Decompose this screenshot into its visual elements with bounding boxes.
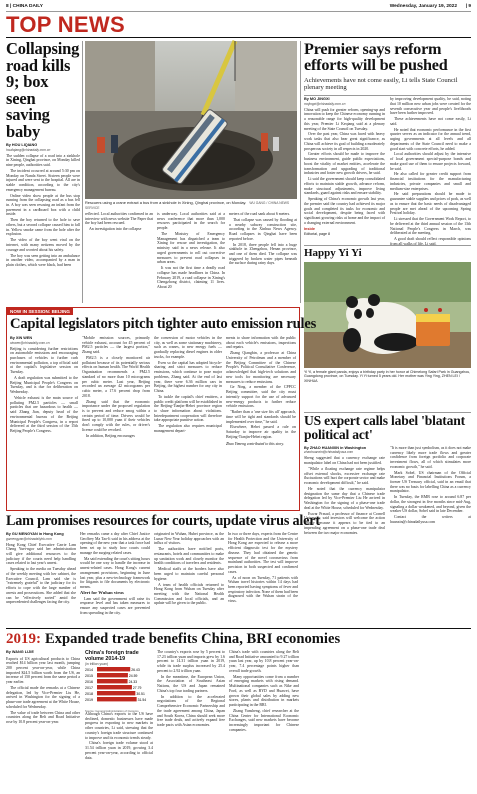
- bri-year: 2019:: [6, 631, 41, 647]
- collapse-email: houliqiang@chinadaily.com.cn: [6, 147, 51, 152]
- chart-category-label: 2019: [85, 698, 93, 702]
- chart-plot: [85, 666, 153, 704]
- body-paragraph: A draft regulation was submitted to the Beijing Municipal People's Congress on Tuesday, and is due for deliberation on Wednesday.: [10, 376, 78, 395]
- lam-col2: [80, 532, 150, 616]
- photo-credit: WU GANG / CHINA NEWS SERVICE: [85, 201, 290, 210]
- chart-bar: [97, 679, 128, 683]
- chart-bar: [97, 667, 130, 671]
- body-paragraph: As of noon on Tuesday, 71 patients with Wuhan travel histories within 14 days had been reported having symptoms of fever and respiratory infection. None of them had been diagnosed with the Wuhan strain of the virus.: [228, 575, 298, 604]
- collapse-story: [6, 41, 80, 305]
- capital-headline: Capital legislators pitch tighter auto emission rules: [10, 316, 317, 332]
- capital-tag: NOW IN SESSION: BEIJING: [7, 308, 73, 315]
- chart-bar: [97, 697, 137, 701]
- us-expert-headline: US expert calls label 'blatant political act': [304, 413, 465, 443]
- body-paragraph: The value of trade between China and other countries along the Belt and Road Initiative rose by 10.8 percent year-on-year.: [6, 710, 80, 725]
- body-paragraph: The incident occurred at around 5:30 pm on Monday on Nanda Street. Sixteen people were injured and were sent to the hospital. All are in stable condition, according to the city's emergency management bureau.: [6, 168, 80, 192]
- body-paragraph: by improving development quality, he said, noting that 10 million new urban jobs were created for the seventh consecutive year and people's livelihoods have been further improved.: [390, 97, 471, 116]
- section-title: TOP NEWS: [6, 12, 125, 37]
- chart-value-label: 27.79: [132, 685, 142, 690]
- col-divider: [300, 41, 301, 303]
- chart-bar: [97, 673, 128, 677]
- capital-col1: [10, 336, 78, 508]
- premier-headline: Premier says reform efforts will be pushed: [304, 40, 448, 75]
- body-paragraph: An investigation into the collapse: [89, 227, 142, 232]
- premier-inside-text: Editorial, page 8: [304, 231, 330, 236]
- us-expert-story: [304, 414, 471, 621]
- body-paragraph: Greater efforts should be made to improve the business environment, guide public expectations, boost the vitality of market entities, accelerate the transformation and upgrading of traditional industries and foster new growth drivers, he said.: [304, 152, 385, 176]
- body-paragraph: The authorities have notified ports, restaurants, hotels and communities to make up sanitation work and closely monitor the health conditions of travelers and residents.: [154, 547, 224, 566]
- body-paragraph: He also called for greater credit support from financial institutions for the manufacturing industries, private companies and small and medium-size enterprises.: [390, 172, 471, 191]
- collapse-byline: By HOU LIQIANG: [6, 143, 38, 147]
- body-paragraph: The official made the remarks at a Chinese delegation, led by Vice-Premier Liu He, arrived in Washington for the signing of a phase-one trade agreement at the White House, scheduled for Wednesday.: [6, 686, 80, 709]
- panda-photo-graphic: [304, 262, 471, 368]
- body-paragraph: The boy was seen getting into an ambulance in another video, accompanied by a man in plain clothes, which were black, had been: [6, 253, 80, 267]
- us-col2: [390, 446, 471, 535]
- photo-caption-text: Rescuers using a crane extract a bus from a sinkhole in Xining, Qinghai province, on Monday.: [85, 200, 247, 205]
- subhead: Alert for Wuhan virus: [80, 589, 124, 595]
- lam-col1: [6, 532, 76, 616]
- body-paragraph: Medical staffs at the borders have also been urged to maintain careful personal hygiene.: [154, 567, 224, 581]
- lam-col4: [228, 532, 298, 616]
- chart-bar: [97, 685, 132, 689]
- bri-headline-row: [6, 630, 340, 648]
- sinkhole-photo: [85, 41, 297, 199]
- body-paragraph: meters of the road sank about 6 meters.: [229, 212, 291, 216]
- capital-byline: By XIN WEN: [10, 336, 33, 340]
- lam-story: [6, 513, 320, 626]
- bri-col2: [85, 712, 153, 792]
- us-byline: By ZHAO HUANXIN in Washington: [304, 445, 367, 450]
- body-paragraph: Vehicle exhaust is the main source of polluting PM2.5 particles — small particles that are hazardous to health — said Zhang Jian, deputy head of the environmental bureau of the Beijing Municipal People's Congress, in a report delivered at the third session of the 15th Beijing People's Congress.: [10, 396, 78, 433]
- body-paragraph: Li stressed that the Government Work Report, to be delivered at the third annual session of the 13th National People's Congress in March, was deliberated at the meeting.: [390, 217, 471, 236]
- chart-value-label: 24.59: [128, 673, 138, 678]
- capital-box: [6, 307, 317, 511]
- collapse-body: [6, 154, 80, 268]
- capital-col4: [226, 336, 296, 508]
- chart-ylabel: (in trillion yuan): [85, 662, 108, 666]
- body-paragraph: It was not the first time a deadly road collapse has made headlines in China. In February 2019, a road collapse in Xining's Chengzhong district, claiming 11 lives. About 20: [157, 266, 225, 289]
- section-rule: [6, 37, 471, 38]
- body-paragraph: The Ministry of Emergency Management has dispatched a team to Xining for rescue and investigation, the ministry said in a news release. It also urged governments to roll out corrective measures to prevent road collapses in urban areas.: [157, 232, 225, 265]
- body-paragraph: Contact the writers at huanxin@chinadailyusa.com: [390, 515, 471, 524]
- capital-contrib: Zhao Yimeng contributed to this story.: [226, 441, 284, 446]
- body-paragraph: Hong Kong Chief Executive Carrie Lam Cheng Yuet-ngor said her administration will give additional resources to the judiciary if the courts need help handling cases related to last year's unrest.: [6, 542, 76, 566]
- premier-story: [304, 40, 471, 246]
- body-paragraph: Speaking to the media on Tuesday ahead of the weekly meeting with her cabinet, the Executive Council, Lam said she is "extremely grateful" to the judiciary for its efforts to cope with the large number of arrests and prosecutions. She added that she can be "effectively sorted" amid the unprecedented challenges facing the city.: [6, 567, 76, 605]
- collapse-headline: Collapsing road kills 9; box seen saving baby: [6, 39, 80, 141]
- bri-rule: [6, 628, 471, 629]
- body-paragraph: Speaking of China's economic growth last year, the premier said the country had achieved its major goals and completed its tasks for economic and social development, despite being faced with significant growing risks at home and the impact of a changing external environment.: [304, 197, 385, 225]
- body-paragraph: Zhang said that the economic importance under the proposed regulation is to prevent and reduce smog within a certain period of time. Drivers would be fined up to 10,000 yuan if their vehicles don't comply with the rules, or driver's license could be revoked.: [82, 399, 150, 432]
- body-paragraph: Lam said the government will raise its response level and has taken measures to ensure any suspected cases are prevented from spreading in the city.: [80, 596, 150, 615]
- collapse-cont-col3: [229, 212, 297, 305]
- chart-category-label: 2018: [85, 692, 93, 696]
- premier-rule: [304, 95, 471, 96]
- premier-subhead: Achievements have not come easily, Li tells State Council plenary meeting: [304, 76, 458, 92]
- body-paragraph: A team of health officials returned to Hong Kong from Wuhan on Tuesday after meeting with the National Health Commission and local officials, and an update will be given to the public.: [154, 582, 224, 606]
- bri-byline: By WANG LIJIE: [6, 650, 34, 654]
- premier-inside-label: Inside: [304, 227, 315, 232]
- body-paragraph: China will push for greater reform, opening-up and innovation to keep the Chinese economy running in a reasonable range for high-quality development this year, Premier Li Keqiang said at a plenary meeting of the State Council on Tuesday.: [304, 107, 385, 131]
- body-paragraph: The regulation also requires municipal management depart-: [154, 424, 222, 433]
- issue-date: Wednesday, January 19, 2022: [389, 4, 457, 9]
- bri-col1: [6, 650, 80, 792]
- body-paragraph: Ge Ning, a member of the CPPCC Beijing committee, said the city must intensify support for the use of advanced new-energy products to further reduce vehicle emissions.: [226, 385, 296, 409]
- premier-byline: By MO JINGXI: [304, 97, 330, 102]
- sinkhole-photo-graphic: [85, 41, 297, 199]
- collapse-cont-col2: [157, 212, 225, 305]
- body-paragraph: "It is more than just symbolism, as it does not make currency likely more trade flows and greater confidence from foreign portfolio and corporate investment flows, all of which stimulates more economic growth," he said.: [390, 445, 471, 469]
- body-paragraph: China's foreign trade volume stood at 31.54 trillion yuan in 2019, growing 3.4 percent year-on-year, according to official data.: [85, 741, 153, 760]
- body-paragraph: China's trade with countries along the Belt and Road Initiative amounted to 9.27 trillion yuan last year, up by 10.8 percent year-on-year, 7.4 percentage points higher than overall trade growth.: [229, 650, 299, 673]
- body-paragraph: Eswar Prasad, a professor of finance at Cornell University, said investors will welcome the action largely because it appears to be tied to an impending agreement on a phase-one trade deal between the two major economies.: [304, 511, 385, 535]
- body-paragraph: The video of the boy went viral on the internet, with many netizens moved by the courage and worried about his safety.: [6, 238, 80, 252]
- panda-photo: [304, 262, 471, 368]
- body-paragraph: Sheng suggested that a currency exchange rate manipulator label on China had not been justified.: [304, 456, 385, 466]
- premier-col1: [304, 97, 385, 246]
- body-paragraph: ments to share information with the public about each vehicle's emissions, inspections and repairs.: [226, 336, 296, 350]
- collapse-cont-col1: [85, 212, 153, 305]
- happy-title: Happy Yi Yi: [304, 247, 362, 259]
- body-paragraph: Zhang Qiangbin, a professor at China University of Petroleum and a member of the Beijing Committee of the Chinese People's Political Consultative Conference, acknowledged that high-tech solutions and new tools for monitoring are necessary measures to reduce emissions.: [226, 351, 296, 384]
- bri-col4: [229, 650, 299, 792]
- lam-email: gumengyan@chinadailyhk.com: [6, 536, 52, 541]
- chart-title: China's foreign trade volume 2014-19: [85, 650, 139, 662]
- chart-value-label: 30.51: [136, 691, 145, 696]
- body-paragraph: In addition to the accelerated negotiations of the Regional Comprehensive Economic Partnership and the trade agreement among China, Japan and South Korea, China should seek more free trade deals, and actively expand free trade pacts with Asian economies.: [157, 694, 225, 727]
- body-paragraph: Even so the capital has adopted bicycle-sharing and strict measures to reduce emissions, which continue to pose major problems, Zhang said. At the end of last year, there were 6.36 million cars in Beijing, the highest number for any city in China.: [154, 360, 222, 393]
- body-paragraph: The country's exports rose by 5 percent to 17.23 trillion yuan and imports grew by 1.6 percent to 14.31 trillion yuan in 2019, while its trade surplus increased by 25.4 percent to 2.92 trillion yuan.: [157, 650, 225, 673]
- lam-headline: Lam promises resources for courts, update virus alert: [6, 513, 320, 529]
- chart-value-label: 26.43: [131, 667, 140, 672]
- body-paragraph: "Mobile emission sources, primarily vehicle exhaust, account for 45 percent of PM2.5 particles — the largest portion," Zhang said.: [82, 336, 150, 355]
- body-paragraph: In the meantime, the European Union, the Association of Southeast Asian Nations, the US and Japan remained China's top four trading partners.: [157, 674, 225, 693]
- chart-category-label: 2015: [85, 674, 93, 678]
- body-paragraph: He noted that economic performance in the first quarter serves as an indicator for the annual trend, urging governments at all levels and all departments of the State Council need to make a good start with concrete efforts, he added.: [390, 127, 471, 151]
- body-paragraph: In Tuesday, the RMB rose to around 6.87 per dollar, the strongest in five months since mid-Aug, signaling a dollar weakened, and beyond, given the weaker US dollar, Sobel said in late December.: [390, 495, 471, 514]
- lam-col3: [154, 532, 224, 616]
- col-divider: [82, 41, 83, 303]
- body-paragraph: the conversion of motor vehicles in the city, as well as some stationary machinery, such as cranes, to new energy fuels — gradually replacing diesel engines in older trucks, for example.: [154, 336, 222, 359]
- trade-chart: [85, 650, 153, 713]
- happy-caption: Yi Yi, a female giant panda, enjoys a birthday party in her honor at Chimelong Safari Park in Guangzhou, Guangdong province, on Tuesday. Yi Yi turned 5 years old. Her mother was Ying Ying, ZHEN LEI / XINHUA: [304, 370, 471, 383]
- chart-category-label: 2016: [85, 680, 93, 684]
- chart-bar: [97, 691, 135, 695]
- us-email: zhaohuanxin@chinadailyusa.com: [304, 450, 354, 455]
- body-paragraph: In two or three days, experts from the Centre for Health Protection and the University of Hong Kong are expected to release a more efficient diagnostic test for the mystery disease. They had obtained the genetic sequence of the novel coronavirus from mainland authorities. The test will improve precision in both suspected and confirmed cases.: [228, 532, 298, 574]
- chart-category-label: 2017: [85, 686, 93, 690]
- chart-source: Source: General Administration of Customs: [85, 709, 139, 713]
- body-paragraph: Many opportunities come from a number of emerging markets with rising demand. Multinational companies such as Nike and Ford, as well as BYD and Huawei, have grown their global sales by adding new stores, plants and distribution in markets participating in the BRI.: [229, 674, 299, 707]
- body-paragraph: He noted that the currency manipulator designation the same day that a Chinese trade delegation led by Vice-Premier Liu He arrived in Washington for the signing of a phase-one trade deal at the White House, scheduled for Wednesday.: [304, 487, 385, 510]
- page-label: 8 | CHINA DAILY: [6, 4, 43, 9]
- body-paragraph: PM2.5 is a closely monitored air pollutant because of its potentially serious effects on human health. The World Health Organization recommends a PM2.5 standard of no more than 10 micrograms per cubic meter. Last year, Beijing recorded an average 42 micrograms per cubic meter, a 17.6 percent drop from 2018.: [82, 356, 150, 398]
- premier-email: mojingxi@chinadaily.com.cn: [304, 101, 346, 106]
- body-paragraph: A good draft should reflect responsible opinions from all walks of life, Li said.: [390, 237, 471, 246]
- chart-value-label: 31.54: [137, 697, 147, 702]
- bri-headline: Expanded trade benefits China, BRI economies: [45, 631, 341, 647]
- body-paragraph: Ma said extending the court's sitting hours would be one way to handle the increase in unrest-related cases. Hong Kong's current arrangement provisions, beginning in June last year, plus a new-technology framework for litigants to file documents by electronic means.: [80, 556, 150, 589]
- page-number: | 9: [465, 4, 471, 9]
- body-paragraph: Her remarks came a day after Chief Justice Geoffrey Ma Tao-li said in his address at the opening of the new year that a task force had been set up to study how courts could manage the surging related cases.: [80, 532, 150, 555]
- body-paragraph: Beijing is considering further restrictions on automobile emissions and encouraging purchases of vehicles to further curb environmental pollution, a top official said at the capital's legislative session on Tuesday.: [10, 346, 78, 375]
- body-paragraph: "Rather than a 'one size fits all' approach, time will be tight and standards should be implemented over time," he said.: [226, 410, 296, 424]
- body-paragraph: reflected. Local authorities confirmed in an interview with news website The Paper that the boy had been rescued.: [85, 212, 153, 226]
- body-paragraph: originated in Wuhan, Hubei province, as the Lunar New Year holiday approaches with an influx of visitors.: [154, 532, 224, 546]
- happy-rule: [304, 245, 471, 246]
- body-paragraph: These achievements have not come easily, Li said.: [390, 117, 471, 126]
- body-paragraph: Elsewhere, Hebei passed a rule on Saturday to improve air quality in the Beijing-Tianjin-Hebei region.: [226, 425, 296, 439]
- body-paragraph: Then the boy returned to the hole to save others, but a second collapse caused him to fall in. Yellow smoke came from the hole after the explosion.: [6, 218, 80, 237]
- chart-category-label: 2014: [85, 668, 93, 672]
- body-paragraph: Mark Sobel, US chairman of the Official Monetary and Financial Institutions Forum, a former US Treasury official, said in an email that there was no basis for labelling China as a currency manipulator.: [390, 470, 471, 494]
- body-paragraph: Over the past year, China was faced with heavy work tasks that also bear great significance, as China will achieve its goal of building a moderately prosperous society in all respects in 2020.: [304, 132, 385, 151]
- body-paragraph: Exports of US agricultural products to China reached $14 billion year last month, jumping 200 percent year-on-year, while China imported $24.5 billion worth from the US, an increase of 150 percent from the same period a year earlier.: [6, 656, 80, 685]
- body-paragraph: Li said the government should keep consolidated efforts to maintain stable growth, advance reform, make structural adjustments, improve living standards, guard against risks and ensure stability.: [304, 177, 385, 196]
- body-paragraph: Although China's exports to the US have declined, domestic businesses have made progress in exporting to new markets in other countries, Li said, stressing that the country's foreign trade structure continued to improve and its economic trends steady.: [85, 712, 153, 740]
- photo-caption: [85, 201, 297, 210]
- body-paragraph: The sudden collapse of a road into a sinkhole in Xining, Qinghai province, on Monday killed nine people, authorities said.: [6, 153, 80, 167]
- lam-byline: By GU MENGYAN in Hong Kong: [6, 532, 64, 536]
- body-paragraph: He said preparations should be made to guarantee stable supplies and prices of pork, as well as to ensure that the basic needs of disadvantaged people are met ahead of the upcoming Spring Festival holiday.: [390, 192, 471, 216]
- body-paragraph: Zhang Yansheng, chief researcher at the China Center for International Economic Exchanges, said new markets have become increasingly important for Chinese companies.: [229, 708, 299, 732]
- body-paragraph: Local authorities should adjust by the intensive of local government special-purpose bonds and make good use of them to ensure projects forward, he said.: [390, 152, 471, 171]
- chart-value-label: 24.33: [128, 679, 138, 684]
- premier-col2: [390, 97, 471, 246]
- bri-col3: [157, 650, 225, 792]
- capital-email: xinwen@chinadaily.com.cn: [10, 340, 50, 345]
- body-paragraph: To tackle the capital's chief emitters, a public credit platform will be established in the Beijing-Tianjin-Hebei province region to share information about violations. Interdepartment cooperation will therefore take appropriate punitive action.: [154, 394, 222, 423]
- body-paragraph: Online video show people at the bus stop running from the collapsing road as a bus fell in. A boy was seen rescuing an infant from the pavement in a cardboard box with a child inside.: [6, 193, 80, 217]
- capital-col2: [82, 336, 150, 508]
- body-paragraph: "While a floating exchange rate regime helps offset external shocks, excessive exchange rate fluctuations will hurt the corporate sector and make economic development difficult," he said.: [304, 467, 385, 486]
- body-paragraph: In 2018, three people fell into a huge sinkhole in Zhengzhou, Henan province, and one of them died. The collapse was triggered by broken water pipes beneath the surface during rainy days.: [229, 242, 297, 266]
- capital-col3: [154, 336, 222, 508]
- body-paragraph: is underway. Local authorities said at a news conference that more than 1,000 rescuers participated in the search for people.: [157, 212, 225, 231]
- body-paragraph: In addition, Beijing encourages: [86, 433, 135, 438]
- body-paragraph: That collapse was caused by flooding at a nearby subway construction site, according to the Xinhua News Agency. Road collapses in Qinghai have been reported before.: [229, 217, 297, 241]
